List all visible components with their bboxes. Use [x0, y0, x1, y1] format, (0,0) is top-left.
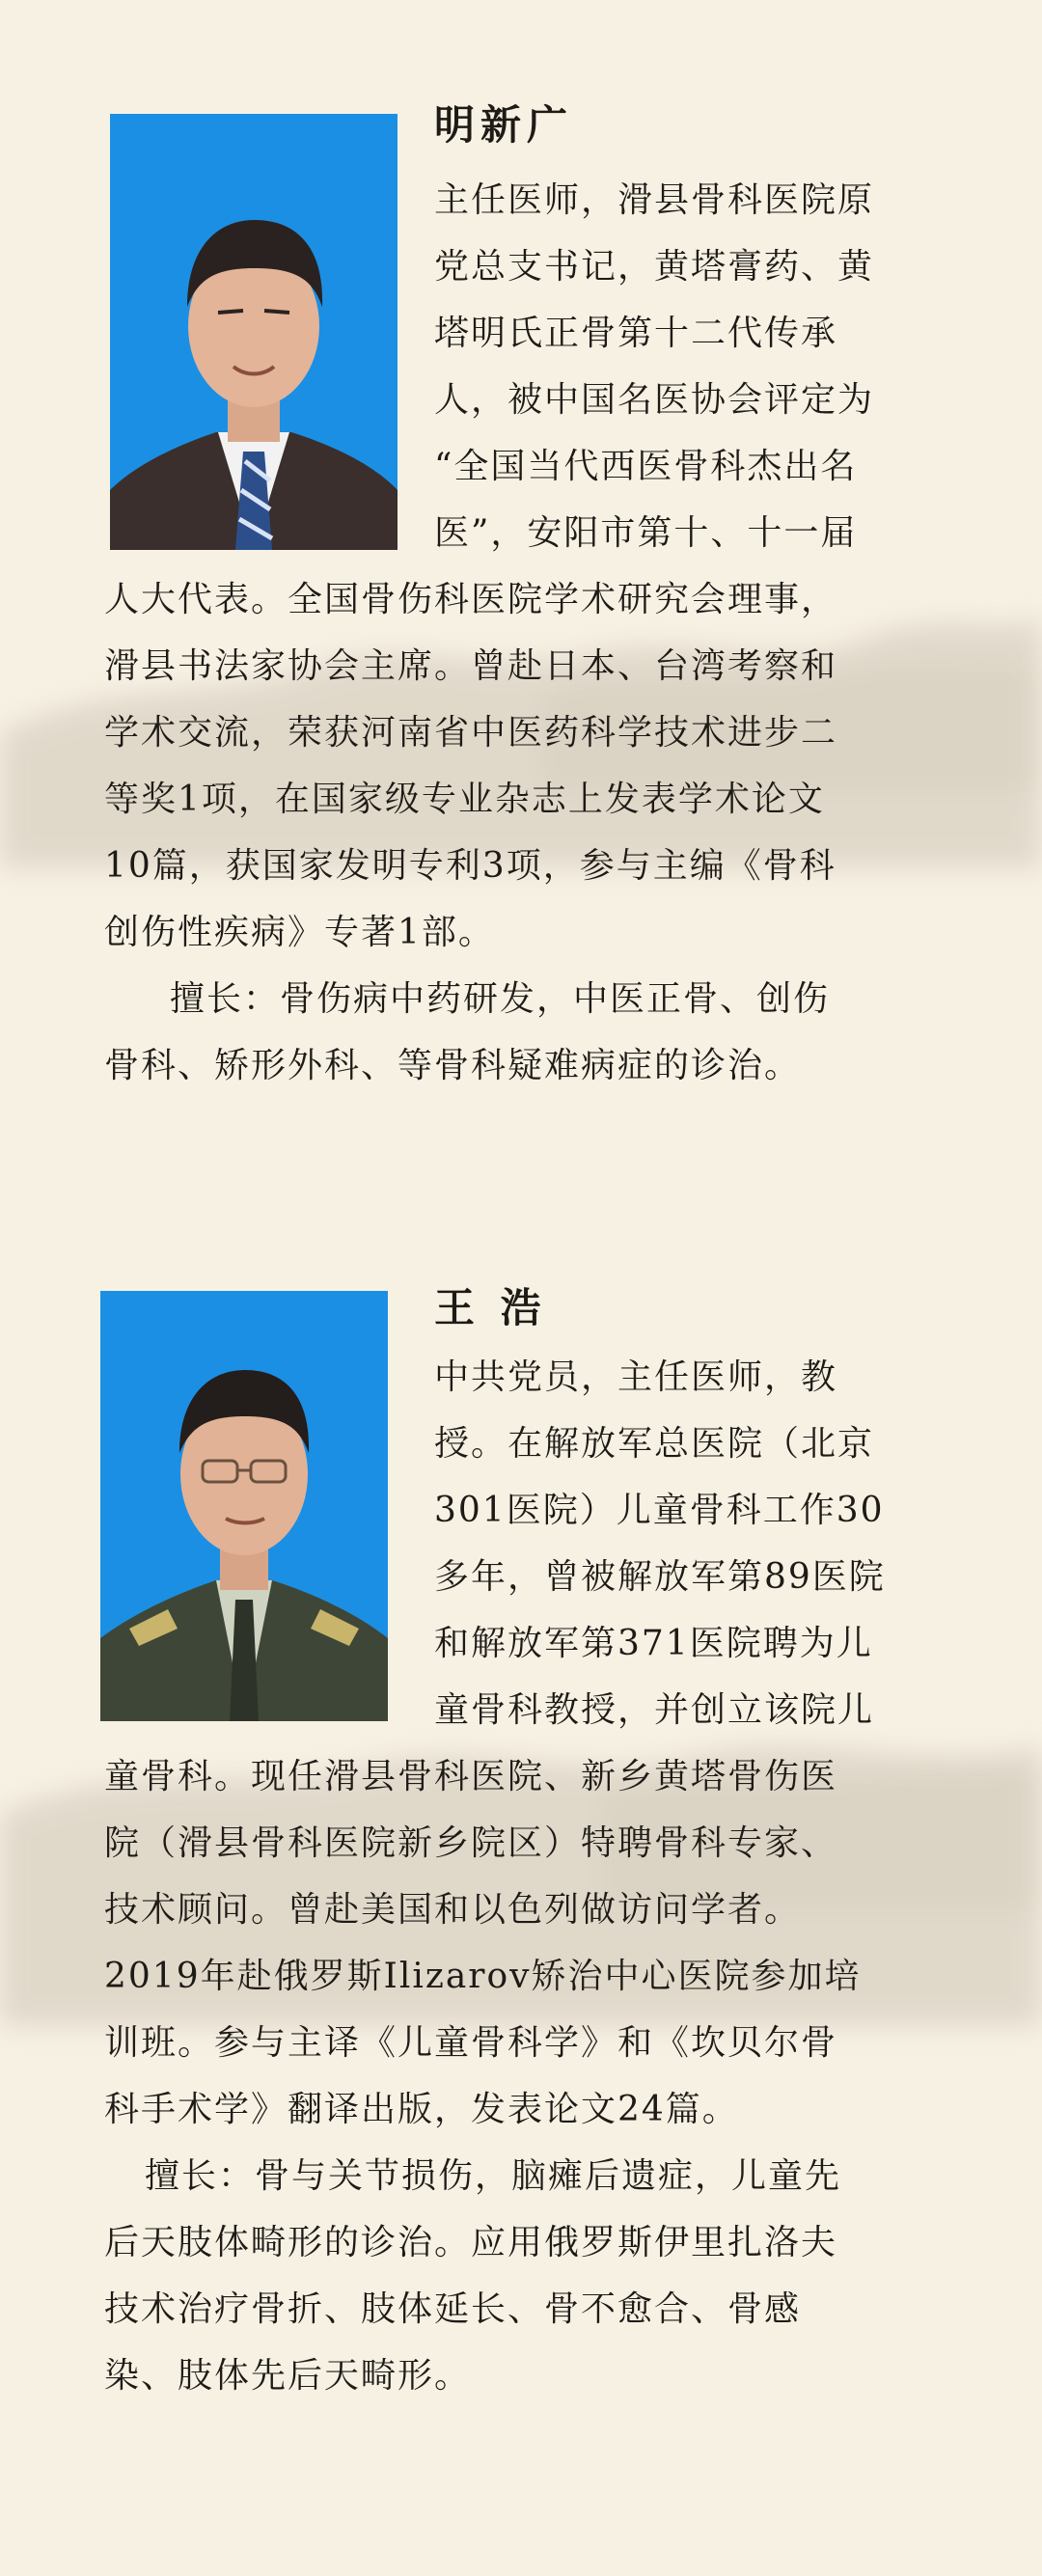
doctor-name: 王 浩: [434, 1284, 547, 1331]
doctor-name: 明新广: [434, 101, 574, 149]
specialty-line: 后天肢体畸形的诊治。应用俄罗斯伊里扎洛夫: [104, 2223, 838, 2262]
bio-line: “全国当代西医骨科杰出名: [434, 447, 858, 486]
specialty-line: 擅长：骨与关节损伤，脑瘫后遗症，儿童先: [145, 2156, 842, 2196]
bio-line: 主任医师，滑县骨科医院原: [434, 180, 875, 220]
bio-line: 等奖1项，在国家级专业杂志上发表学术论文: [104, 780, 825, 819]
bio-line: 滑县书法家协会主席。曾赴日本、台湾考察和: [104, 646, 838, 686]
specialty-line: 技术治疗骨折、肢体延长、骨不愈合、骨感: [104, 2289, 802, 2329]
bio-line: 技术顾问。曾赴美国和以色列做访问学者。: [104, 1890, 802, 1930]
bio-line: 院（滑县骨科医院新乡院区）特聘骨科专家、: [104, 1823, 838, 1863]
bio-line: 党总支书记，黄塔膏药、黄: [434, 247, 875, 287]
bio-line: 人，被中国名医协会评定为: [434, 380, 875, 420]
bio-line: 中共党员，主任医师，教: [434, 1357, 838, 1397]
specialty-line: 骨科、矫形外科、等骨科疑难病症的诊治。: [104, 1046, 802, 1085]
doctor-photo: [100, 1291, 388, 1721]
specialty-line: 擅长：骨伤病中药研发，中医正骨、创伤: [170, 979, 831, 1019]
bio-line: 301医院）儿童骨科工作30: [434, 1491, 885, 1530]
bio-line: 童骨科教授，并创立该院儿: [434, 1690, 875, 1730]
bio-line: 多年，曾被解放军第89医院: [434, 1557, 886, 1597]
specialty-line: 染、肢体先后天畸形。: [104, 2356, 472, 2396]
bio-line: 和解放军第371医院聘为儿: [434, 1624, 873, 1663]
bio-line: 塔明氏正骨第十二代传承: [434, 314, 838, 353]
bio-line: 10篇，获国家发明专利3项，参与主编《骨科: [104, 846, 836, 886]
bio-line: 医”，安阳市第十、十一届: [434, 513, 858, 553]
bio-line: 训班。参与主译《儿童骨科学》和《坎贝尔骨: [104, 2023, 838, 2063]
bio-line: 童骨科。现任滑县骨科医院、新乡黄塔骨伤医: [104, 1757, 838, 1796]
bio-line: 2019年赴俄罗斯Ilizarov矫治中心医院参加培: [104, 1957, 862, 1996]
bio-line: 科手术学》翻译出版，发表论文24篇。: [104, 2090, 739, 2129]
doctor-photo: [110, 114, 398, 550]
bio-line: 学术交流，荣获河南省中医药科学技术进步二: [104, 713, 838, 753]
bio-line: 人大代表。全国骨伤科医院学术研究会理事，: [104, 580, 838, 619]
bio-line: 创伤性疾病》专著1部。: [104, 913, 495, 952]
bio-line: 授。在解放军总医院（北京: [434, 1424, 875, 1464]
